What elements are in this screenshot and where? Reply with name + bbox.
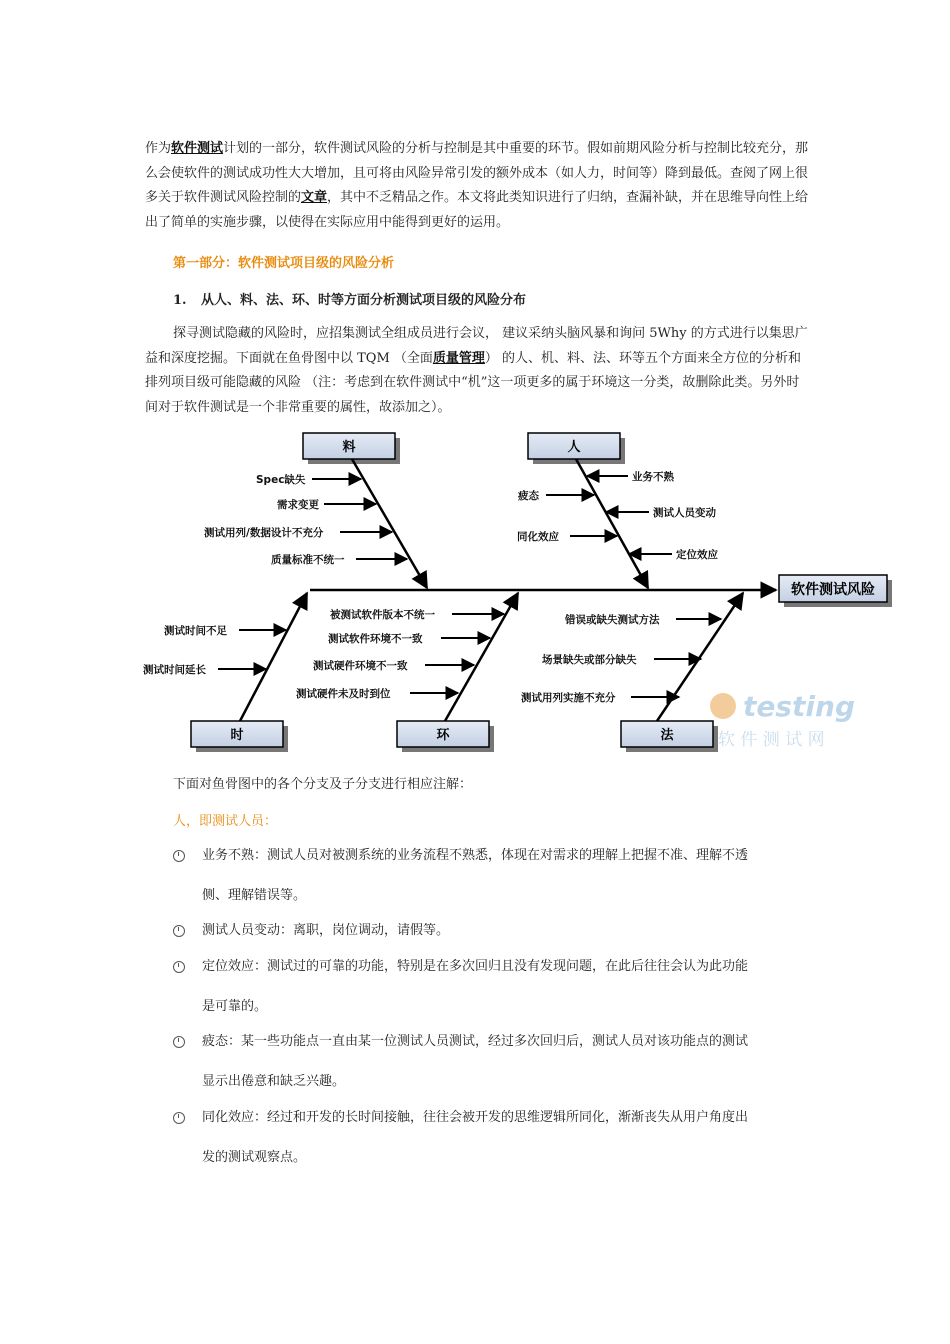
para2-text-start: 探寻测试隐藏的风险时，应招集测试全组成员进行会议， 建议采纳头脑风暴和询问 5Why 的方式进行以集思广益和深度挖掘。下面就在鱼骨图中以 TQM （全面: [145, 326, 808, 366]
testing-watermark: [710, 690, 855, 750]
bullet-line: 是可靠的。: [202, 999, 268, 1014]
category-box-huan: [397, 721, 494, 752]
intro-paragraph: [145, 137, 810, 235]
category-label-ren: 人: [567, 440, 581, 455]
bullet-line: 业务不熟：测试人员对被测系统的业务流程不熟悉，体现在对需求的理解上把握不准、理解不透: [202, 848, 749, 863]
section1-heading: [173, 289, 526, 308]
fa-item: 测试用列实施不充分: [521, 692, 616, 704]
intro-text-middle: 计划的一部分，软件测试风险的分析与控制是其中重要的环节。假如前期风险分析与控制比较充分，那么会使软件的测试成功性大大增加，且可将由风险异常引发的额外成本（如人力，时间等）降到最低。查阅了网上很多关于软件测试风险控制的: [145, 141, 809, 205]
link-article[interactable]: 文章: [301, 190, 328, 205]
fa-item: 错误或缺失测试方法: [565, 614, 660, 626]
bone-liao: [352, 459, 427, 588]
clock-bullet-icon: [173, 1112, 185, 1124]
clock-bullet-icon: [173, 850, 185, 862]
shi-item: 测试时间延长: [143, 664, 206, 676]
watermark-subtext: 软 件 测 试 网: [718, 730, 825, 750]
huan-item: 测试软件环境不一致: [328, 633, 423, 645]
fishbone-diagram: [140, 428, 900, 758]
watermark-logo-icon: [710, 693, 736, 719]
bullet-text: [202, 911, 812, 951]
bullet-line: 发的测试观察点。: [202, 1150, 307, 1165]
annotation-intro: 下面对鱼骨图中的各个分支及子分支进行相应注解：: [173, 777, 473, 792]
shi-item: 测试时间不足: [164, 625, 227, 637]
link-quality-management[interactable]: 质量管理: [432, 350, 485, 366]
bullet-line: 定位效应：测试过的可靠的功能，特别是在多次回归且没有发现问题，在此后往往会认为此功能: [202, 959, 749, 974]
para2-text-end: ） 的人、机、料、法、环等五个方面来全方位的分析和排列项目级可能隐藏的风险 （注：考虑到在软件测试中“机”这一项更多的属于环境这一分类，故删除此类。另外时间对于软件测试是一个非常重要的属性，故添加之）。: [145, 350, 802, 415]
bullet-line: 测试人员变动：离职，岗位调动，请假等。: [202, 923, 450, 938]
category-box-fa: [621, 721, 718, 752]
part1-heading: 第一部分：软件测试项目级的风险分析: [173, 256, 395, 271]
clock-bullet-icon: [173, 925, 185, 937]
liao-item: 需求变更: [277, 499, 319, 511]
watermark-text: testing: [743, 690, 855, 723]
category-label-fa: 法: [660, 728, 674, 743]
bullet-line: 同化效应：经过和开发的长时间接触，往往会被开发的思维逻辑所同化，渐渐丧失从用户角度出: [202, 1110, 749, 1125]
fishbone-head: [779, 575, 892, 607]
ren-item: 同化效应: [517, 531, 559, 543]
fishbone-intro-paragraph: [145, 322, 810, 420]
bullet-text: [202, 836, 812, 916]
category-box-shi: [191, 721, 288, 752]
intro-text-end: ，其中不乏精品之作。本文将此类知识进行了归纳，查漏补缺，并在思维导向性上给出了简单的实施步骤，以使得在实际应用中能得到更好的运用。: [145, 190, 809, 230]
bullet-text: [202, 1098, 812, 1178]
ren-item: 测试人员变动: [653, 507, 716, 519]
clock-bullet-icon: [173, 1036, 185, 1048]
ren-item: 疲态: [518, 490, 539, 502]
category-label-liao: 料: [342, 440, 356, 455]
section1-title: 从人、料、法、环、时等方面分析测试项目级的风险分布: [201, 293, 527, 308]
clock-bullet-icon: [173, 961, 185, 973]
bone-huan: [445, 593, 518, 721]
ren-subheading: 人，即测试人员：: [173, 814, 278, 829]
bone-shi: [240, 593, 307, 721]
huan-item: 测试硬件环境不一致: [313, 660, 408, 672]
fishbone-head-label: 软件测试风险: [791, 582, 875, 598]
huan-item: 测试硬件未及时到位: [296, 688, 391, 700]
ren-item: 业务不熟: [632, 471, 674, 483]
section1-number: 1.: [173, 293, 187, 308]
bullet-line: 侧、理解错误等。: [202, 888, 307, 903]
huan-item: 被测试软件版本不统一: [330, 609, 435, 621]
bullet-text: [202, 947, 812, 1027]
link-software-testing[interactable]: 软件测试: [171, 141, 224, 156]
liao-item: 质量标准不统一: [271, 554, 345, 566]
fa-item: 场景缺失或部分缺失: [542, 654, 637, 666]
category-label-shi: 时: [230, 728, 244, 743]
bullet-text: [202, 1022, 812, 1102]
intro-text-start: 作为: [145, 141, 172, 156]
category-label-huan: 环: [436, 728, 450, 743]
bullet-line: 显示出倦意和缺乏兴趣。: [202, 1074, 346, 1089]
liao-item: Spec缺失: [256, 474, 306, 486]
bullet-line: 疲态：某一些功能点一直由某一位测试人员测试，经过多次回归后，测试人员对该功能点的测试: [202, 1034, 749, 1049]
liao-item: 测试用列/数据设计不充分: [204, 527, 324, 539]
ren-item: 定位效应: [676, 549, 718, 561]
